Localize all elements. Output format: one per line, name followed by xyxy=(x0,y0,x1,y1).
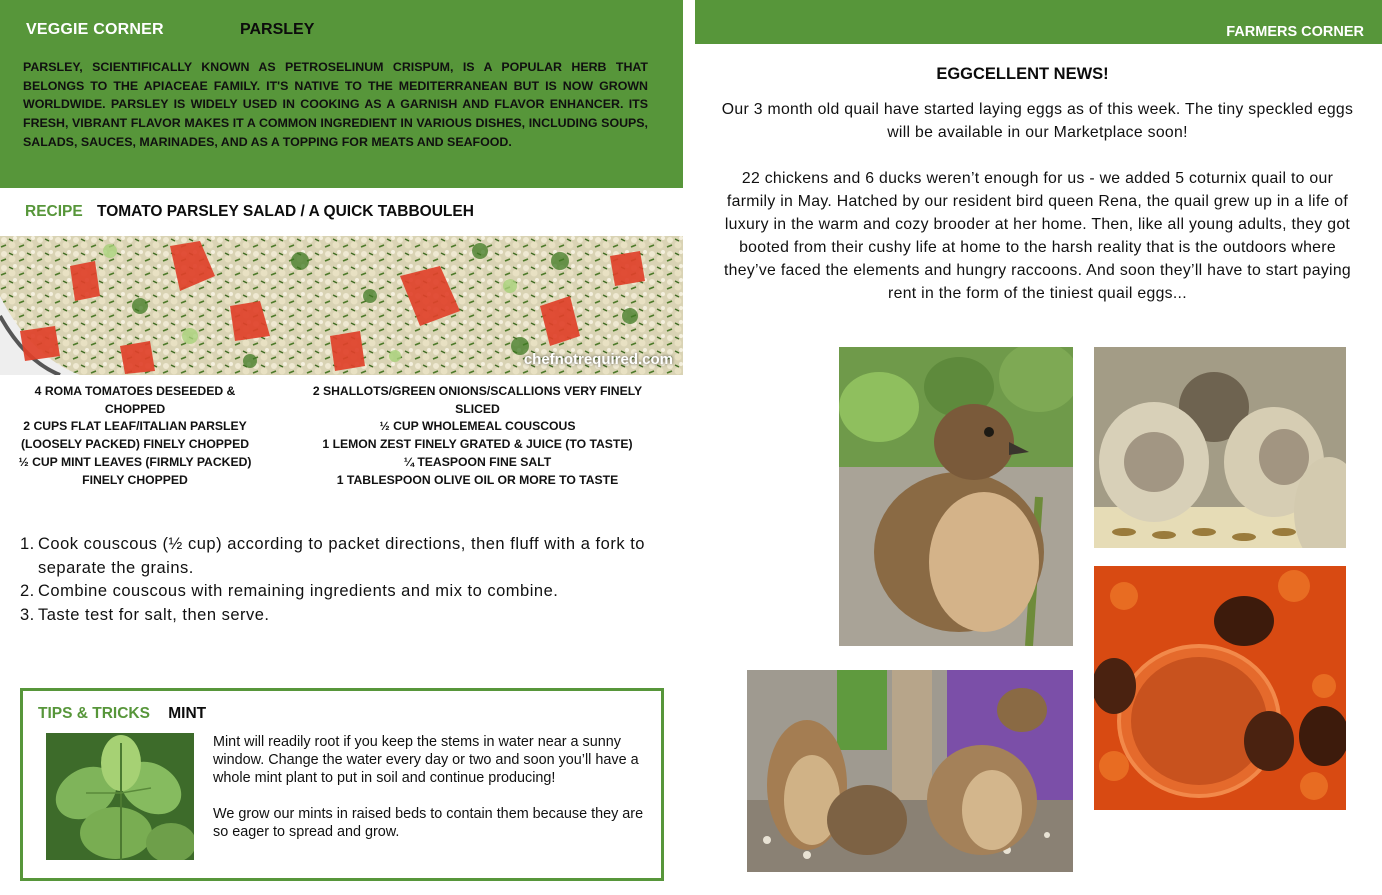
recipe-step xyxy=(20,580,645,604)
step-number: 1. xyxy=(20,535,35,553)
recipe-steps xyxy=(20,533,645,627)
quail-chicks-brooder-photo xyxy=(1094,566,1346,810)
recipe-name: TOMATO PARSLEY SALAD / A QUICK TABBOULEH xyxy=(97,203,474,220)
tips-topic: MINT xyxy=(168,705,207,722)
tips-heading xyxy=(38,705,206,723)
recipe-step xyxy=(20,533,645,580)
ingredient-item: 2 SHALLOTS/GREEN ONIONS/SCALLIONS VERY FINELY SLICED xyxy=(312,384,643,416)
ingredients-column-1 xyxy=(10,383,260,489)
recipe-label: RECIPE xyxy=(25,203,83,220)
ingredient-item: 1 TABLESPOON OLIVE OIL OR MORE TO TASTE xyxy=(336,472,619,487)
farmers-corner-header xyxy=(695,0,1382,44)
step-number: 2. xyxy=(20,582,35,600)
step-number: 3. xyxy=(20,605,35,624)
tabbouleh-photo xyxy=(0,236,683,375)
topic-description: PARSLEY, SCIENTIFICALLY KNOWN AS PETROSELINUM CRISPUM, IS A POPULAR HERB THAT BELONGS TO THE APIACEAE FAMILY. IT'S NATIVE TO THE MEDITERRANEAN BUT IS NOW GROWN WORLDWIDE. PARSLEY IS WIDELY USED IN COOKING AS A GARNISH AND FLAVOR ENHANCER. ITS FRESH, VIBRANT FLAVOR MAKES IT A COMMON INGREDIENT IN VARIOUS DISHES, INCLUDING SOUPS, SALADS, SAUCES, MARINADES, AND AS A TOPPING FOR MEATS AND SEAFOOD. xyxy=(23,60,648,149)
ingredient-item: ½ CUP MINT LEAVES (FIRMLY PACKED) FINELY CHOPPED xyxy=(18,454,252,487)
ingredients-column-2 xyxy=(295,383,660,489)
ingredient-item: ½ CUP WHOLEMEAL COUSCOUS xyxy=(379,419,576,434)
tips-label: TIPS & TRICKS xyxy=(38,705,150,722)
recipe-heading xyxy=(25,203,474,221)
quail-eggs-hatching-photo xyxy=(1094,347,1346,548)
news-title: EGGCELLENT NEWS! xyxy=(936,65,1109,83)
section-label: VEGGIE CORNER xyxy=(26,21,164,38)
topic-title: PARSLEY xyxy=(240,21,315,38)
recipe-step xyxy=(20,604,645,628)
step-text: Taste test for salt, then serve. xyxy=(38,605,270,624)
ingredient-item: ¼ TEASPOON FINE SALT xyxy=(403,454,552,469)
mint-photo xyxy=(46,733,194,860)
ingredient-item: 4 ROMA TOMATOES DESEEDED & CHOPPED xyxy=(34,384,236,416)
photo-credit: chefnotrequired.com xyxy=(523,351,673,368)
quail-group-photo xyxy=(747,670,1073,872)
tips-paragraph: We grow our mints in raised beds to contain them because they are so eager to spread and grow. xyxy=(213,806,644,840)
ingredient-item: 2 CUPS FLAT LEAF/ITALIAN PARSLEY (LOOSELY PACKED) FINELY CHOPPED xyxy=(21,419,249,452)
news-paragraph: Our 3 month old quail have started laying eggs as of this week. The tiny speckled eggs will be available in our Marketplace soon! xyxy=(721,101,1354,141)
tips-and-tricks-box xyxy=(20,688,664,881)
step-text: Combine couscous with remaining ingredients and mix to combine. xyxy=(38,582,559,600)
section-label: FARMERS CORNER xyxy=(1226,24,1364,40)
tips-paragraph: Mint will readily root if you keep the stems in water near a sunny window. Change the water every day or two and soon you’ll have a whole mint plant to put in soil and continue producing! xyxy=(213,734,639,786)
tips-text xyxy=(213,733,648,859)
veggie-corner-header xyxy=(0,0,683,188)
quail-adult-photo xyxy=(839,347,1073,646)
ingredient-item: 1 LEMON ZEST FINELY GRATED & JUICE (TO TASTE) xyxy=(322,437,633,452)
news-paragraph: 22 chickens and 6 ducks weren’t enough for us - we added 5 coturnix quail to our farmily in May. Hatched by our resident bird queen Rena, the quail grew up in a life of luxury in the warm and cozy brooder at her home. Then, like all young adults, they got booted from their cushy life at home to the harsh reality that is the outdoors where they’ve faced the elements and hungry raccoons. And soon they’ll have to start paying rent in the form of the tiniest quail eggs... xyxy=(723,170,1352,302)
step-text: Cook couscous (½ cup) according to packet directions, then fluff with a fork to separate the grains. xyxy=(38,535,645,577)
